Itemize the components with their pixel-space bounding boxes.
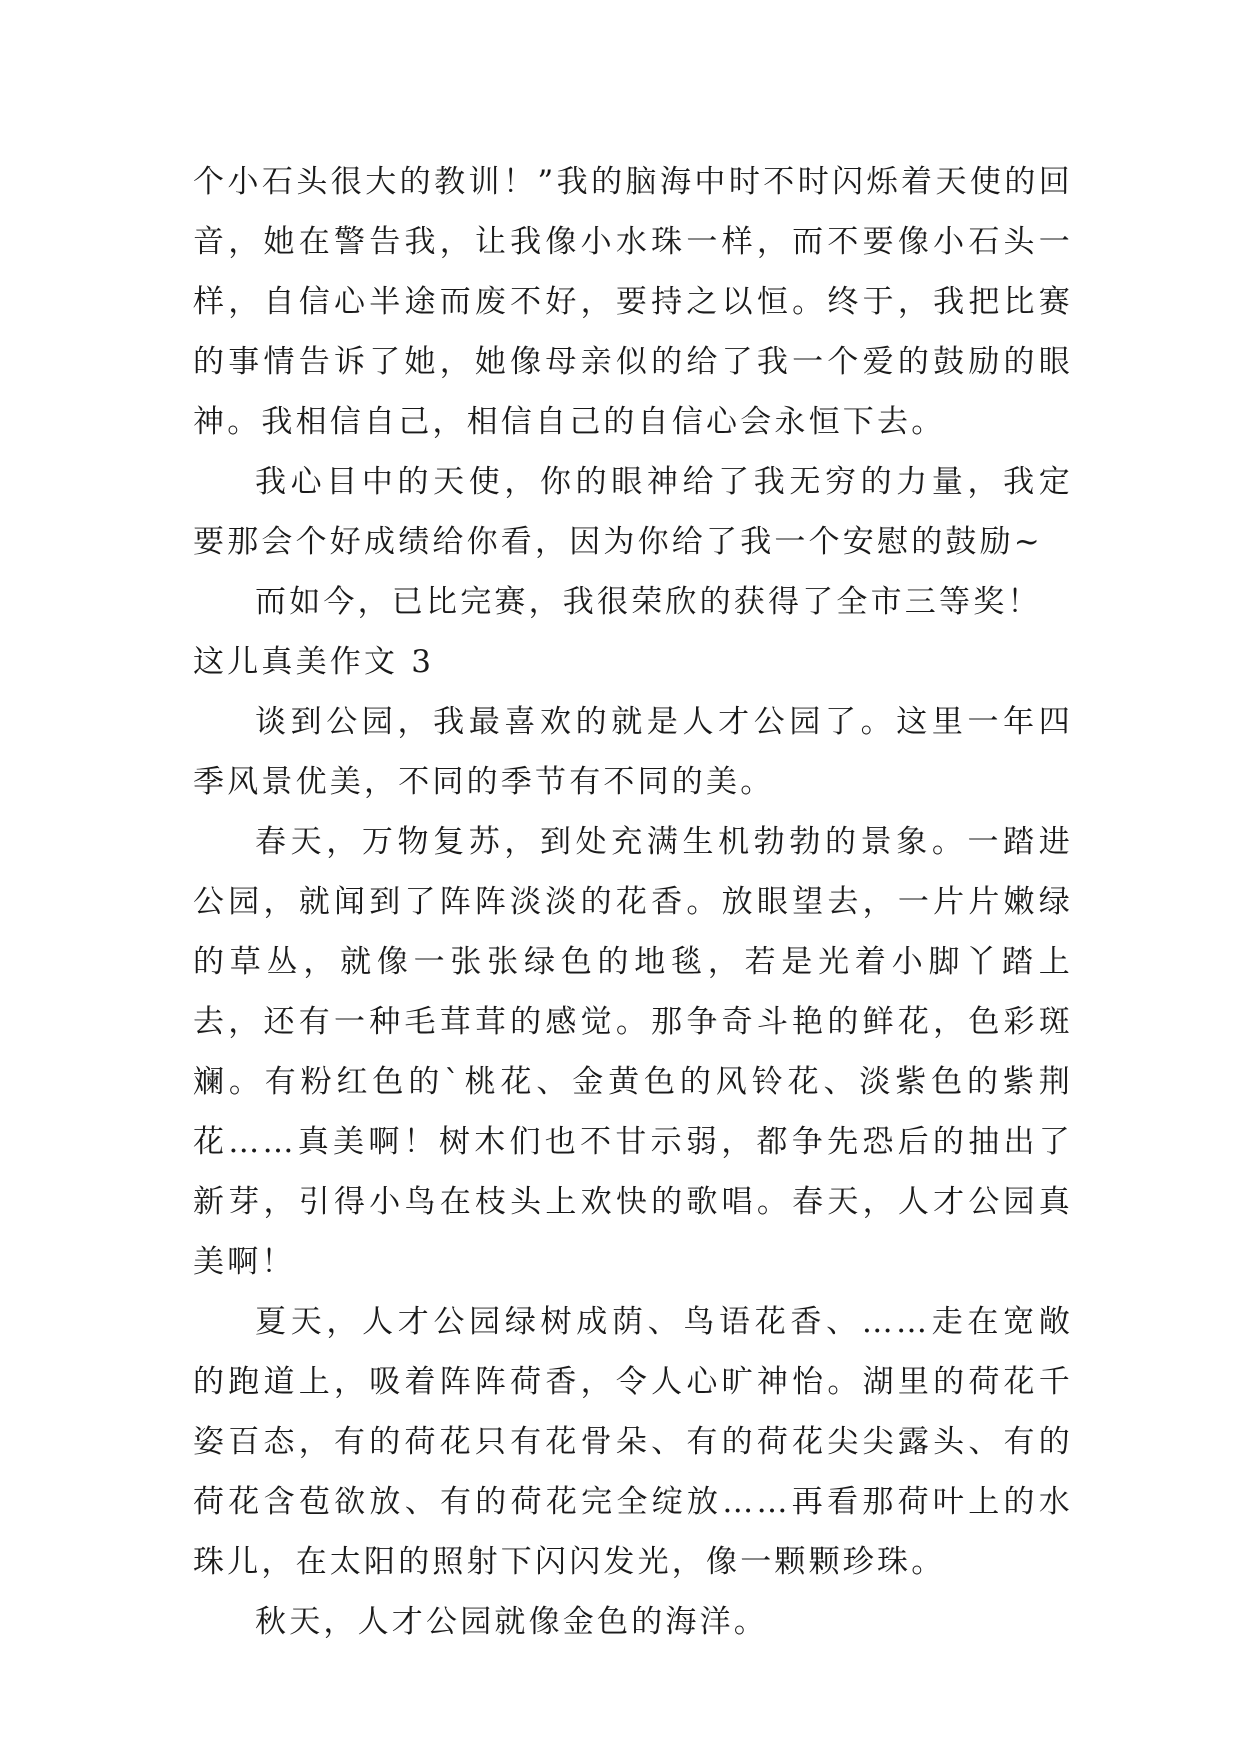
section-paragraph-1: 谈到公园，我最喜欢的就是人才公园了。这里一年四季风景优美，不同的季节有不同的美。 bbox=[193, 704, 1073, 800]
section-paragraph-4: 秋天，人才公园就像金色的海洋。 bbox=[255, 1604, 768, 1640]
paragraph-3: 而如今，已比完赛，我很荣欣的获得了全市三等奖！ bbox=[255, 584, 1042, 620]
section-title: 这儿真美作文 3 bbox=[193, 644, 435, 680]
paragraph-2: 我心目中的天使，你的眼神给了我无穷的力量，我定要那会个好成绩给你看，因为你给了我一个安慰的鼓励~ bbox=[193, 464, 1073, 560]
paragraph-1: 个小石头很大的教训！”我的脑海中时不时闪烁着天使的回音，她在警告我，让我像小水珠一样，而不要像小石头一样，自信心半途而废不好，要持之以恒。终于，我把比赛的事情告诉了她，她像母亲似的给了我一个爱的鼓励的眼神。我相信自己，相信自己的自信心会永恒下去。 bbox=[193, 164, 1073, 440]
section-paragraph-3: 夏天，人才公园绿树成荫、鸟语花香、……走在宽敞的跑道上，吸着阵阵荷香，令人心旷神怡。湖里的荷花千姿百态，有的荷花只有花骨朵、有的荷花尖尖露头、有的荷花含苞欲放、有的荷花完全绽放……再看那荷叶上的水珠儿，在太阳的照射下闪闪发光，像一颗颗珍珠。 bbox=[193, 1304, 1073, 1580]
document-body bbox=[193, 152, 1073, 1652]
section-paragraph-2: 春天，万物复苏，到处充满生机勃勃的景象。一踏进公园，就闻到了阵阵淡淡的花香。放眼望去，一片片嫩绿的草丛，就像一张张绿色的地毯，若是光着小脚丫踏上去，还有一种毛茸茸的感觉。那争奇斗艳的鲜花，色彩斑斓。有粉红色的`桃花、金黄色的风铃花、淡紫色的紫荆花……真美啊！树木们也不甘示弱，都争先恐后的抽出了新芽，引得小鸟在枝头上欢快的歌唱。春天，人才公园真美啊！ bbox=[193, 824, 1073, 1280]
